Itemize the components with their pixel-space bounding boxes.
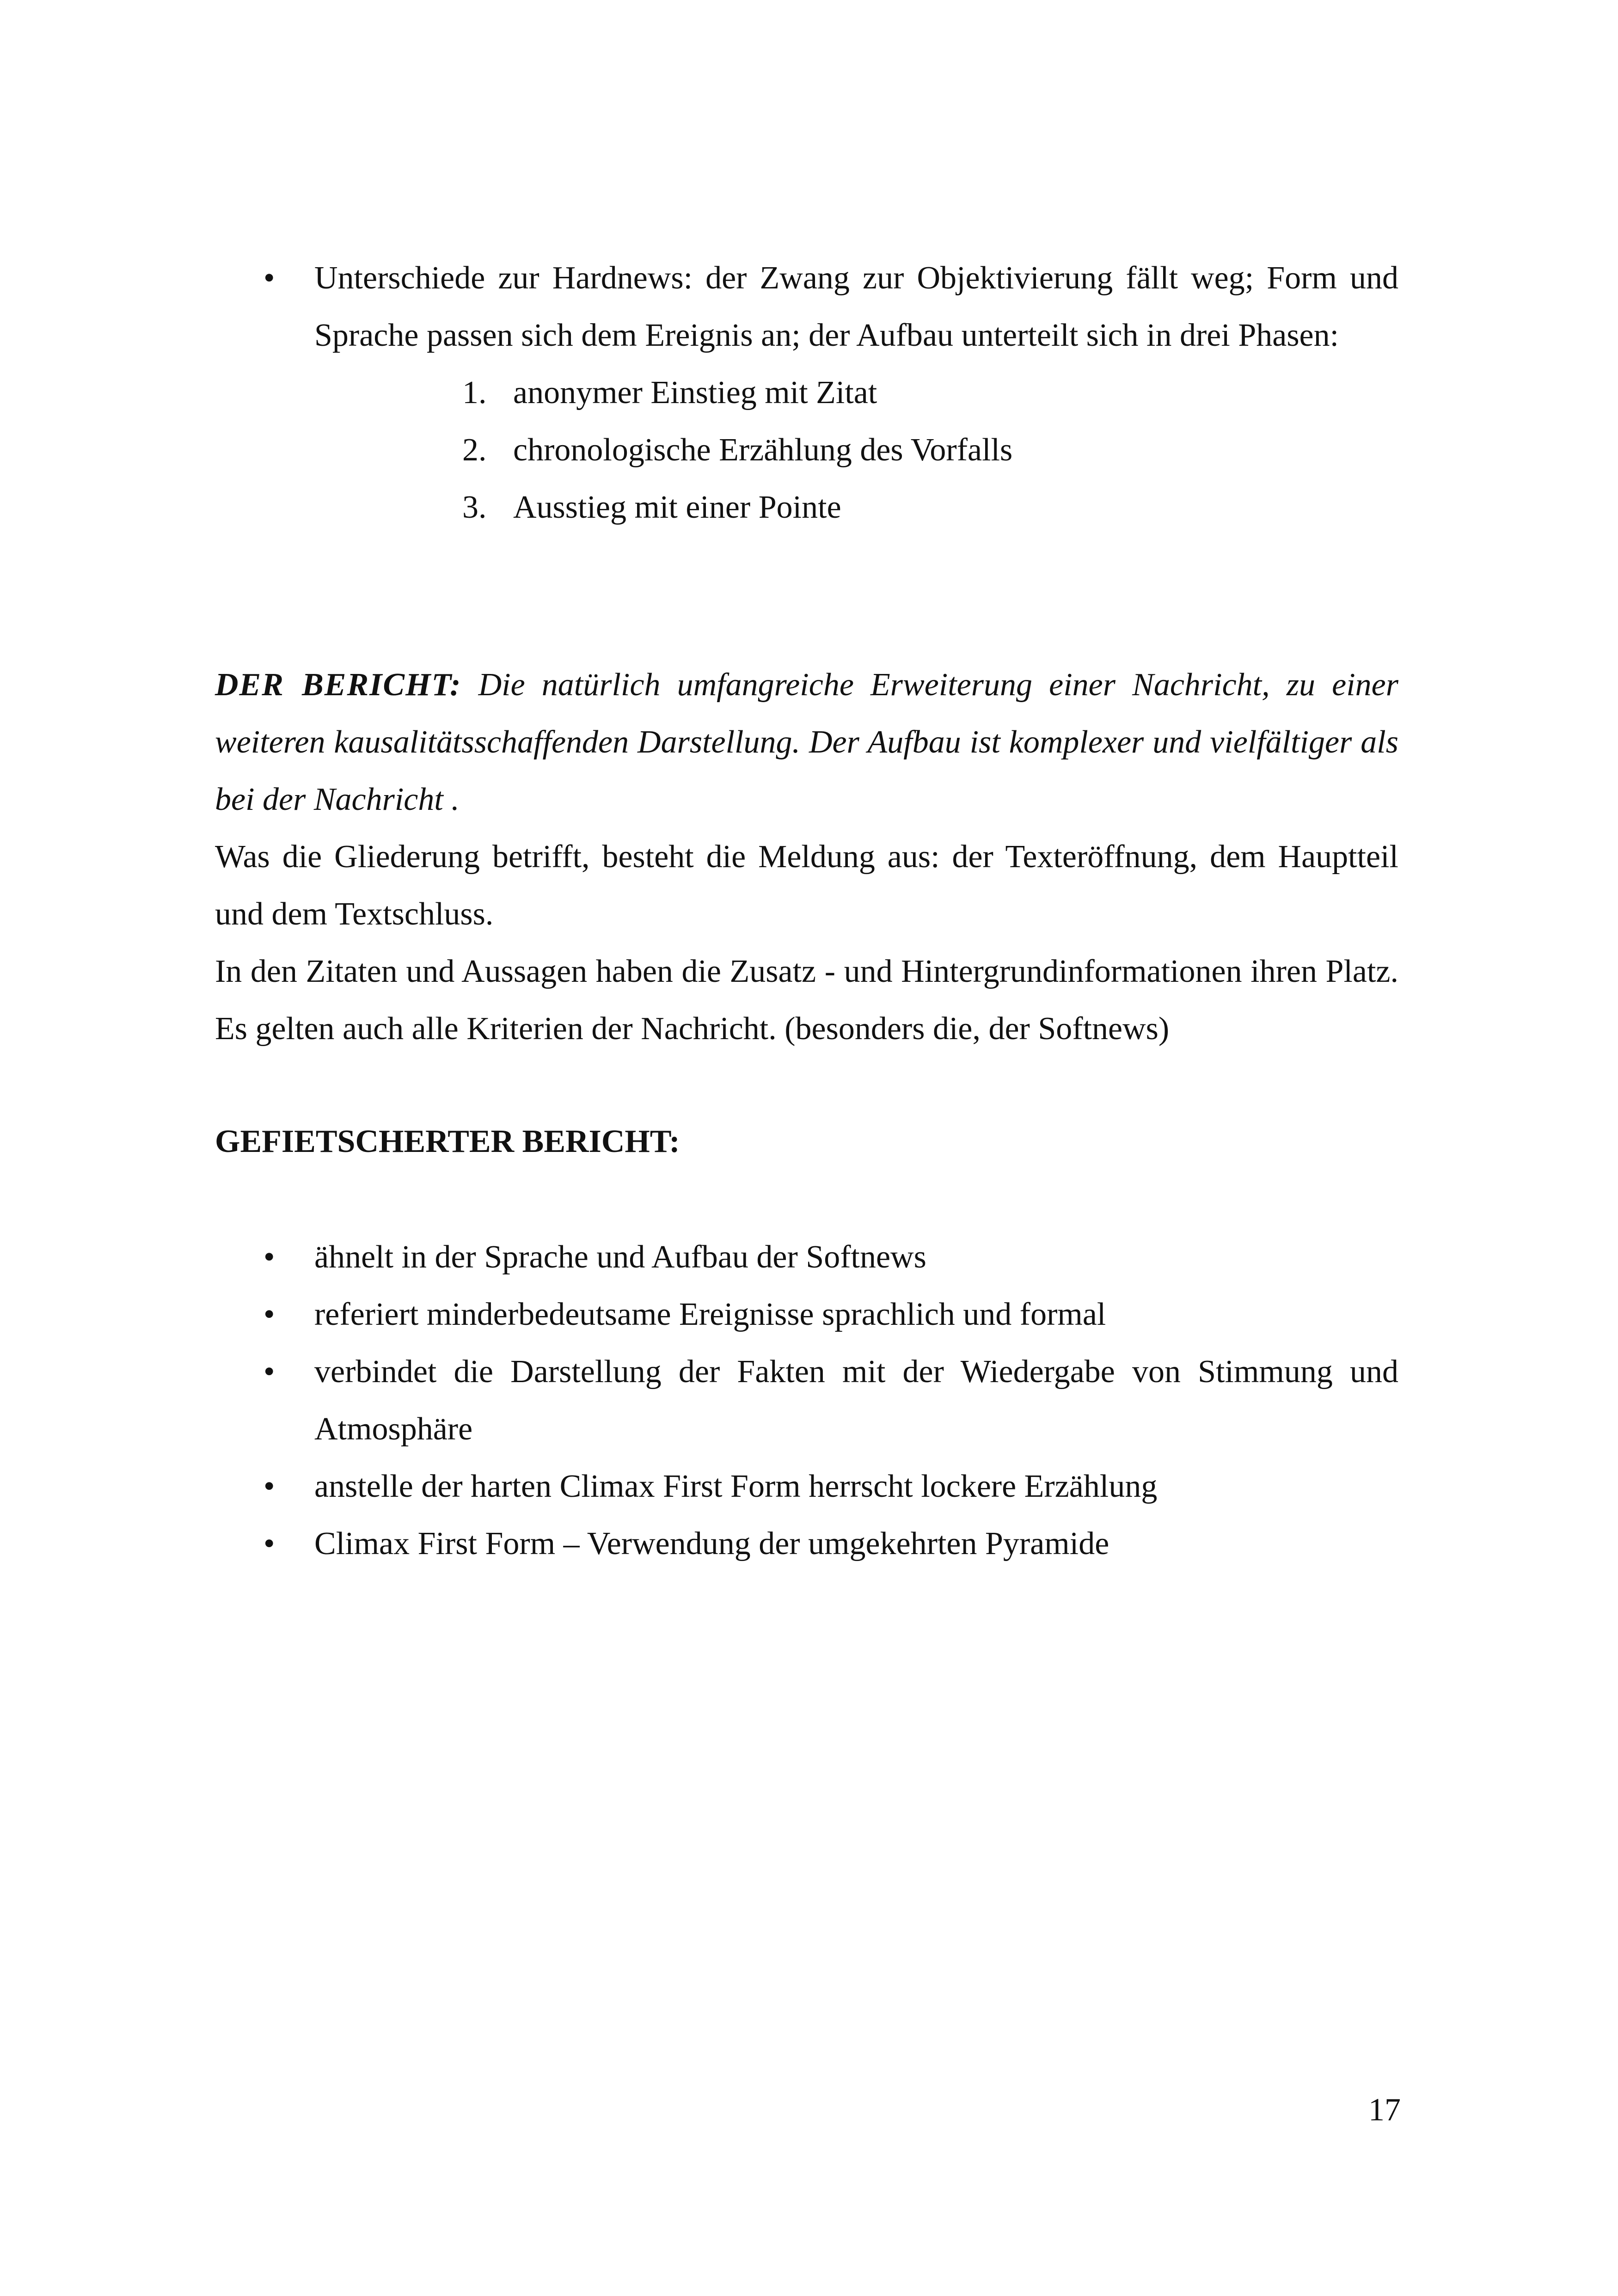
intro-bullet-text: Unterschiede zur Hardnews: der Zwang zur Objektivierung fällt weg; Form und Sprache passen sich dem Ereignis an; der Aufbau unterteilt sich in drei Phasen: [314, 260, 1398, 353]
gefietscherter-heading: GEFIETSCHERTER BERICHT: [215, 1124, 680, 1159]
list-item: • anstelle der harten Climax First Form herrscht lockere Erzählung [215, 1458, 1398, 1515]
phase-text: anonymer Einstieg mit Zitat [513, 375, 877, 410]
list-item: • Climax First Form – Verwendung der umgekehrten Pyramide [215, 1515, 1398, 1573]
phase-text: Ausstieg mit einer Pointe [513, 490, 841, 525]
spacer [215, 1058, 1398, 1113]
bericht-definition: Die natürlich umfangreiche Erweiterung einer Nachricht, zu einer weiteren kausalitätsschaffenden Darstellung. Der Aufbau ist komplexer und vielfältiger als bei der Nachricht . [215, 667, 1398, 817]
spacer [215, 1170, 1398, 1229]
list-item: • referiert minderbedeutsame Ereignisse sprachlich und formal [215, 1286, 1398, 1343]
phases-list [215, 364, 1398, 536]
phase-text: chronologische Erzählung des Vorfalls [513, 432, 1013, 468]
bericht-paragraph-2: In den Zitaten und Aussagen haben die Zusatz - und Hintergrundinformationen ihren Platz. Es gelten auch alle Kriterien der Nachricht. (besonders die, der Softnews) [215, 954, 1398, 1047]
page-content [215, 250, 1398, 1573]
phase-item [215, 479, 1398, 536]
intro-section [215, 250, 1398, 536]
page-number: 17 [1368, 2092, 1401, 2128]
bericht-label: DER BERICHT: [215, 667, 462, 703]
bericht-paragraph-1: Was die Gliederung betrifft, besteht die Meldung aus: der Texteröffnung, dem Hauptteil und dem Textschluss. [215, 839, 1398, 932]
phase-number: 1. [462, 375, 487, 410]
phase-number: 3. [462, 490, 487, 525]
intro-bullet [215, 250, 1398, 364]
bericht-definition-paragraph [215, 656, 1398, 828]
phase-number: 2. [462, 432, 487, 468]
list-item: • ähnelt in der Sprache und Aufbau der Softnews [215, 1229, 1398, 1286]
spacer [215, 536, 1398, 656]
list-item: • verbindet die Darstellung der Fakten mit der Wiedergabe von Stimmung und Atmosphäre [215, 1343, 1398, 1458]
bericht-section [215, 656, 1398, 1058]
phase-item [215, 364, 1398, 422]
phase-item [215, 422, 1398, 479]
gefietscherter-list [215, 1229, 1398, 1573]
